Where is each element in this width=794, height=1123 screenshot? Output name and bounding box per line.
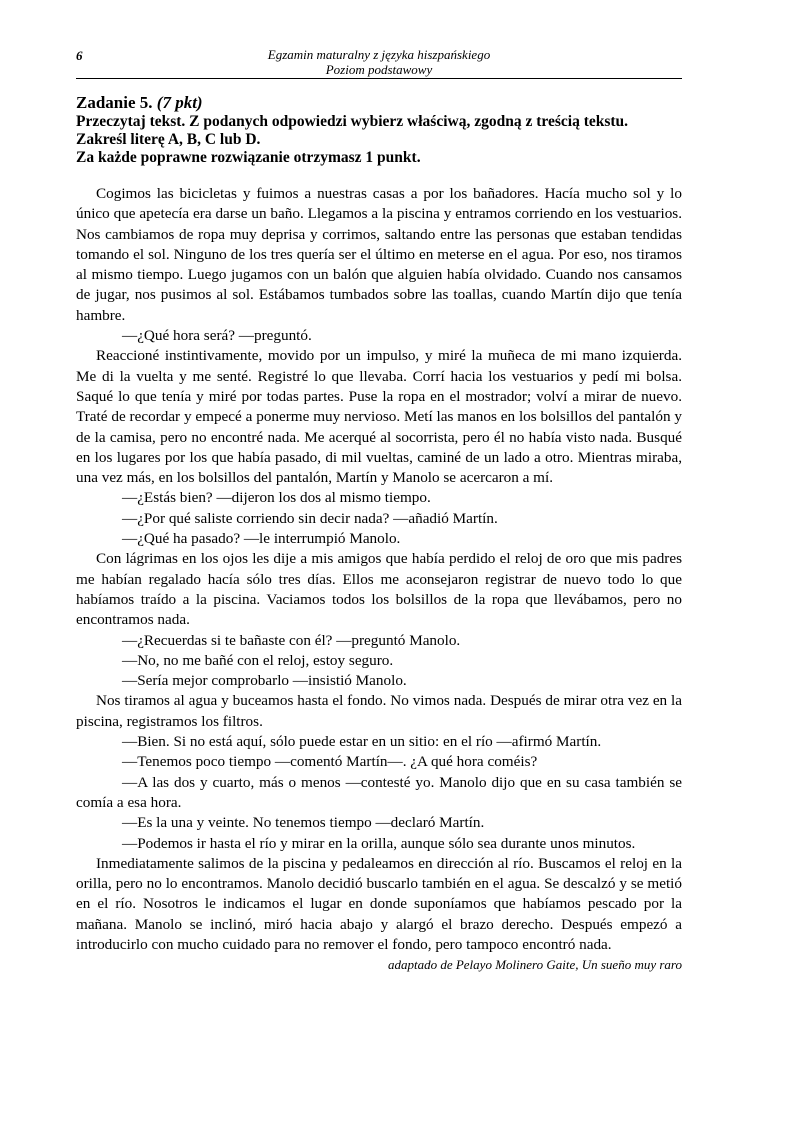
dialog-line: —Podemos ir hasta el río y mirar en la orilla, aunque sólo sea durante unos minutos. (122, 834, 636, 852)
task-instruction-2: Zakreśl literę A, B, C lub D. (76, 131, 261, 148)
task-instruction-3: Za każde poprawne rozwiązanie otrzymasz 1 punkt. (76, 149, 421, 166)
dialog-line: —Sería mejor comprobarlo —insistió Manolo. (122, 672, 407, 690)
task-instruction-1: Przeczytaj tekst. Z podanych odpowiedzi wybierz właściwą, zgodną z treścią tekstu. (76, 113, 629, 130)
dialog-line: —¿Estás bien? —dijeron los dos al mismo tiempo. (122, 489, 431, 507)
dialog-line: —No, no me bañé con el reloj, estoy seguro. (122, 651, 394, 669)
page-header (76, 46, 682, 79)
dialog-line: —A las dos y cuarto, más o menos —contesté yo. Manolo dijo que en su casa también se comía a esa hora. (76, 773, 682, 811)
dialog-line: —Es la una y veinte. No tenemos tiempo —declaró Martín. (122, 814, 485, 832)
dialog-line: —¿Qué hora será? —preguntó. (122, 327, 312, 345)
dialog-line: —Tenemos poco tiempo —comentó Martín—. ¿A qué hora coméis? (122, 753, 538, 771)
exam-title: Egzamin maturalny z języka hiszpańskiego (267, 47, 491, 62)
text-paragraph: Cogimos las bicicletas y fuimos a nuestras casas a por los bañadores. Hacía mucho sol y lo único que apetecía era darse un baño. Llegamos a la piscina y entramos corriendo en los vestuarios. Nos cambiamos de ropa muy deprisa y corrimos, saltando entre las personas que estaban tendidas tomando el sol. Ninguno de los tres quería ser el último en meterse en el agua. Por eso, nos tiramos al mismo tiempo. Luego jugamos con un balón que alguien había olvidado. Cuando nos cansamos de jugar, nos pusimos al sol. Estábamos tumbados sobre las toallas, cuando Martín dijo que tenía hambre. (76, 185, 682, 324)
dialog-line: —Bien. Si no está aquí, sólo puede estar en un sitio: en el río —afirmó Martín. (122, 733, 602, 751)
text-paragraph: Reaccioné instintivamente, movido por un impulso, y miré la muñeca de mi mano izquierda. Me di la vuelta y me senté. Registré lo que llevaba. Corrí hacia los vestuarios y pedí mi bolsa. Saqué lo que tenía y miré por todas partes. Puse la ropa en el mostrador; volví a mirar de nuevo. Traté de recordar y empecé a ponerme muy nervioso. Metí las manos en los bolsillos del pantalón y de la camisa, pero no encontré nada. Me acerqué al socorrista, pero él no había visto nada. Busqué en los lugares por los que había pasado, di mil vueltas, caminé de un lado a otro. Mientras miraba, una vez más, en los bolsillos del pantalón, Martín y Manolo se acercaron a mí. (76, 347, 682, 487)
page-number: 6 (76, 48, 83, 63)
text-paragraph: Nos tiramos al agua y buceamos hasta el fondo. No vimos nada. Después de mirar otra vez en la piscina, registramos los filtros. (76, 692, 682, 730)
text-paragraph: Inmediatamente salimos de la piscina y pedaleamos en dirección al río. Buscamos el reloj en la orilla, pero no lo encontramos. Manolo decidió buscarlo también en el agua. Se descalzó y se metió en el río. Nosotros le indicamos el lugar en donde suponíamos que habíamos pescado por la mañana. Manolo se inclinó, miró hacia abajo y alargó el brazo derecho. Después empezó a introducirlo con mucho cuidado para no remover el fondo, pero tampoco encontró nada. (76, 854, 682, 953)
task-label: Zadanie 5. (76, 93, 153, 112)
text-paragraph: Con lágrimas en los ojos les dije a mis amigos que había perdido el reloj de oro que mis padres me habían regalado hacía sólo tres días. Ellos me aconsejaron registrar de nuevo todo lo que habíamos traído a la piscina. Vaciamos todos los bolsillos de la ropa que llevábamos, pero no encontramos nada. (76, 550, 682, 629)
exam-level: Poziom podstawowy (325, 62, 433, 77)
dialog-line: —¿Recuerdas si te bañaste con él? —preguntó Manolo. (122, 631, 461, 649)
task-title (76, 93, 682, 113)
task-points: (7 pkt) (156, 93, 203, 112)
header-titles (76, 47, 682, 77)
page (76, 46, 682, 973)
dialog-line: —¿Qué ha pasado? —le interrumpió Manolo. (122, 530, 401, 548)
text-source: adaptado de Pelayo Molinero Gaite, Un sueño muy raro (387, 957, 682, 973)
reading-text (76, 184, 682, 955)
task-block (76, 93, 682, 167)
dialog-line: —¿Por qué saliste corriendo sin decir nada? —añadió Martín. (122, 509, 498, 527)
